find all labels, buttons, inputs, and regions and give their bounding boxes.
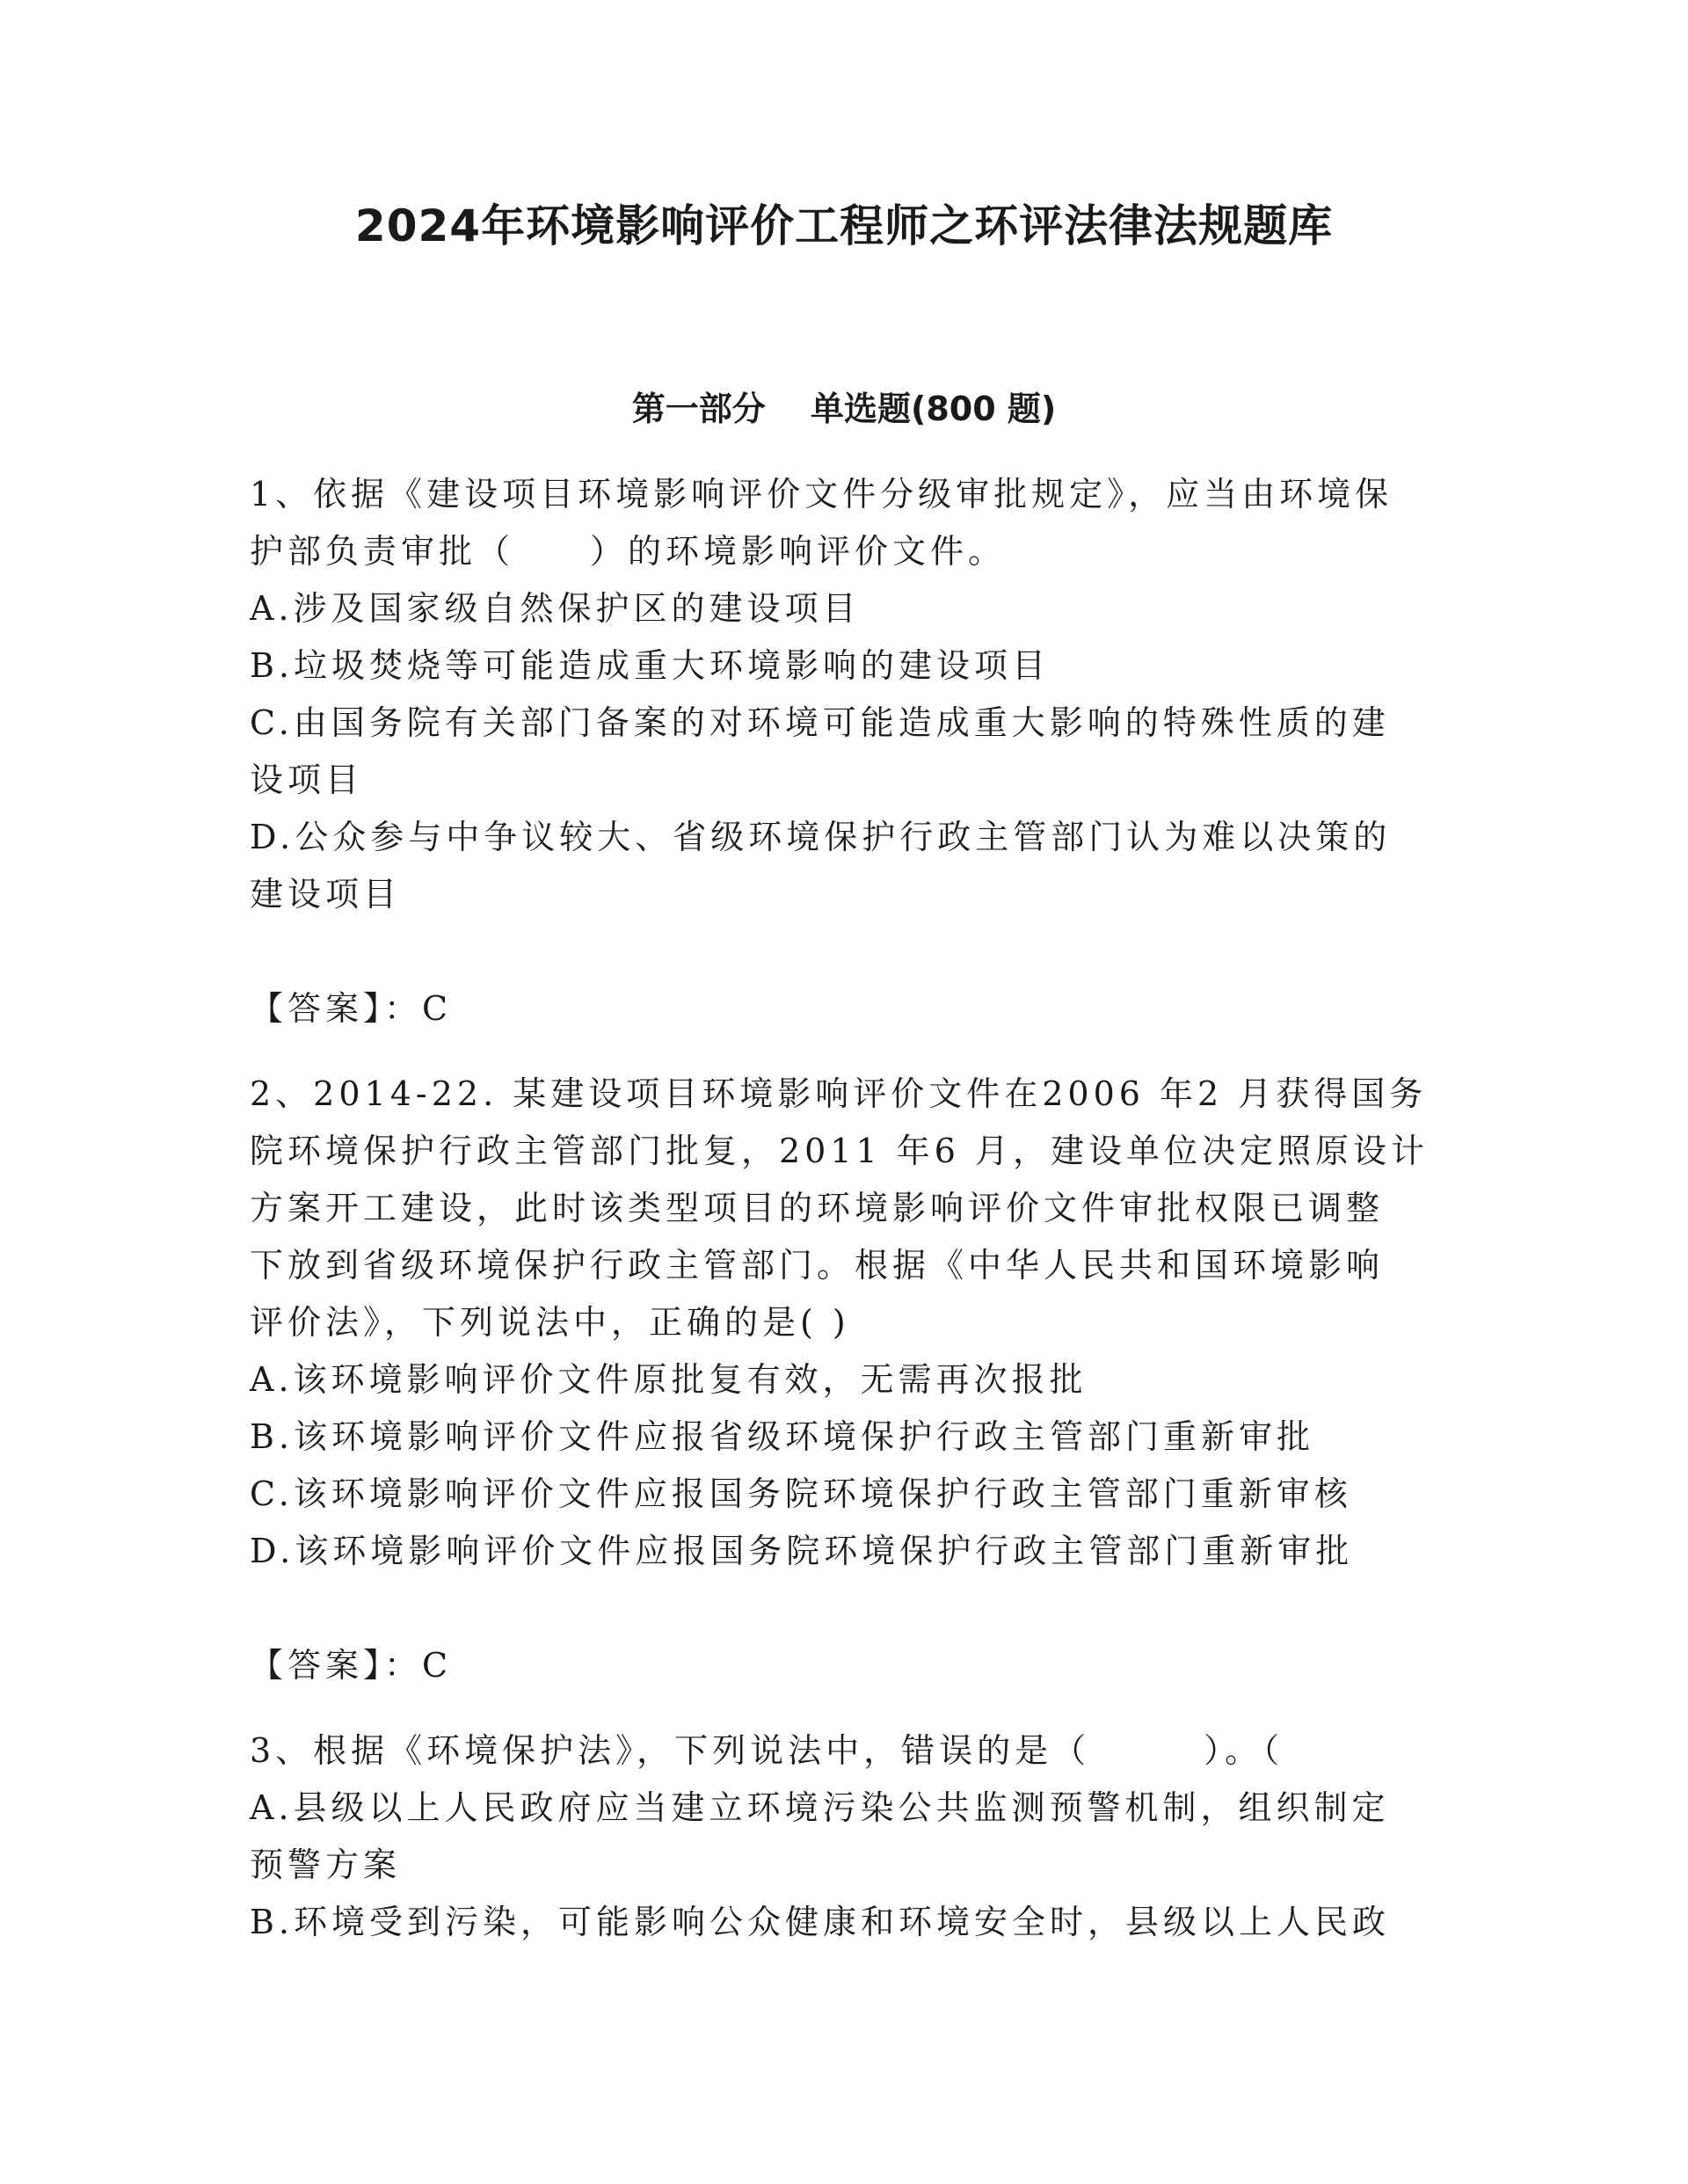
option-b: B.该环境影响评价文件应报省级环境保护行政主管部门重新审批: [250, 1417, 1315, 1456]
option-a: A.县级以上人民政府应当建立环境污染公共监测预警机制，组织制定: [250, 1788, 1390, 1827]
question-stem-line: 评价法》，下列说法中，正确的是( ): [250, 1303, 850, 1342]
option-c-continued: 设项目: [250, 761, 364, 799]
question-3: [250, 1722, 1445, 1951]
question-stem-line: 护部负责审批（ ）的环境影响评价文件。: [250, 532, 1007, 571]
option-c: C.该环境影响评价文件应报国务院环境保护行政主管部门重新审核: [250, 1474, 1352, 1513]
option-b: B.环境受到污染，可能影响公众健康和环境安全时，县级以上人民政: [250, 1903, 1391, 1941]
question-1: [250, 466, 1445, 1066]
question-stem-line: 2、2014-22. 某建设项目环境影响评价文件在2006 年2 月获得国务: [250, 1074, 1428, 1113]
question-2: [250, 1066, 1445, 1722]
option-a: A.涉及国家级自然保护区的建设项目: [250, 589, 861, 628]
question-stem-line: 1、依据《建设项目环境影响评价文件分级审批规定》，应当由环境保: [250, 475, 1393, 513]
option-b: B.垃圾焚烧等可能造成重大环境影响的建设项目: [250, 646, 1051, 685]
option-d-continued: 建设项目: [250, 875, 402, 914]
option-a: A.该环境影响评价文件原批复有效，无需再次报批: [250, 1360, 1088, 1399]
option-c: C.由国务院有关部门备案的对环境可能造成重大影响的特殊性质的建: [250, 703, 1390, 742]
answer-label: 【答案】：C: [250, 989, 453, 1028]
question-stem-line: 3、根据《环境保护法》，下列说法中，错误的是（ ）。（: [250, 1731, 1284, 1770]
question-stem-line: 方案开工建设，此时该类型项目的环境影响评价文件审批权限已调整: [250, 1189, 1385, 1227]
question-stem-line: 院环境保护行政主管部门批复，2011 年6 月，建设单位决定照原设计: [250, 1132, 1430, 1170]
answer-label: 【答案】：C: [250, 1646, 453, 1685]
option-d: D.公众参与中争议较大、省级环境保护行政主管部门认为难以决策的: [250, 818, 1392, 856]
question-list: [250, 466, 1445, 1951]
document-title: 2024年环境影响评价工程师之环评法律法规题库: [354, 200, 1334, 251]
question-stem-line: 下放到省级环境保护行政主管部门。根据《中华人民共和国环境影响: [250, 1246, 1385, 1285]
option-d: D.该环境影响评价文件应报国务院环境保护行政主管部门重新审批: [250, 1532, 1354, 1570]
section-heading: 第一部分 单选题(800 题): [631, 389, 1057, 428]
option-a-continued: 预警方案: [250, 1845, 402, 1884]
